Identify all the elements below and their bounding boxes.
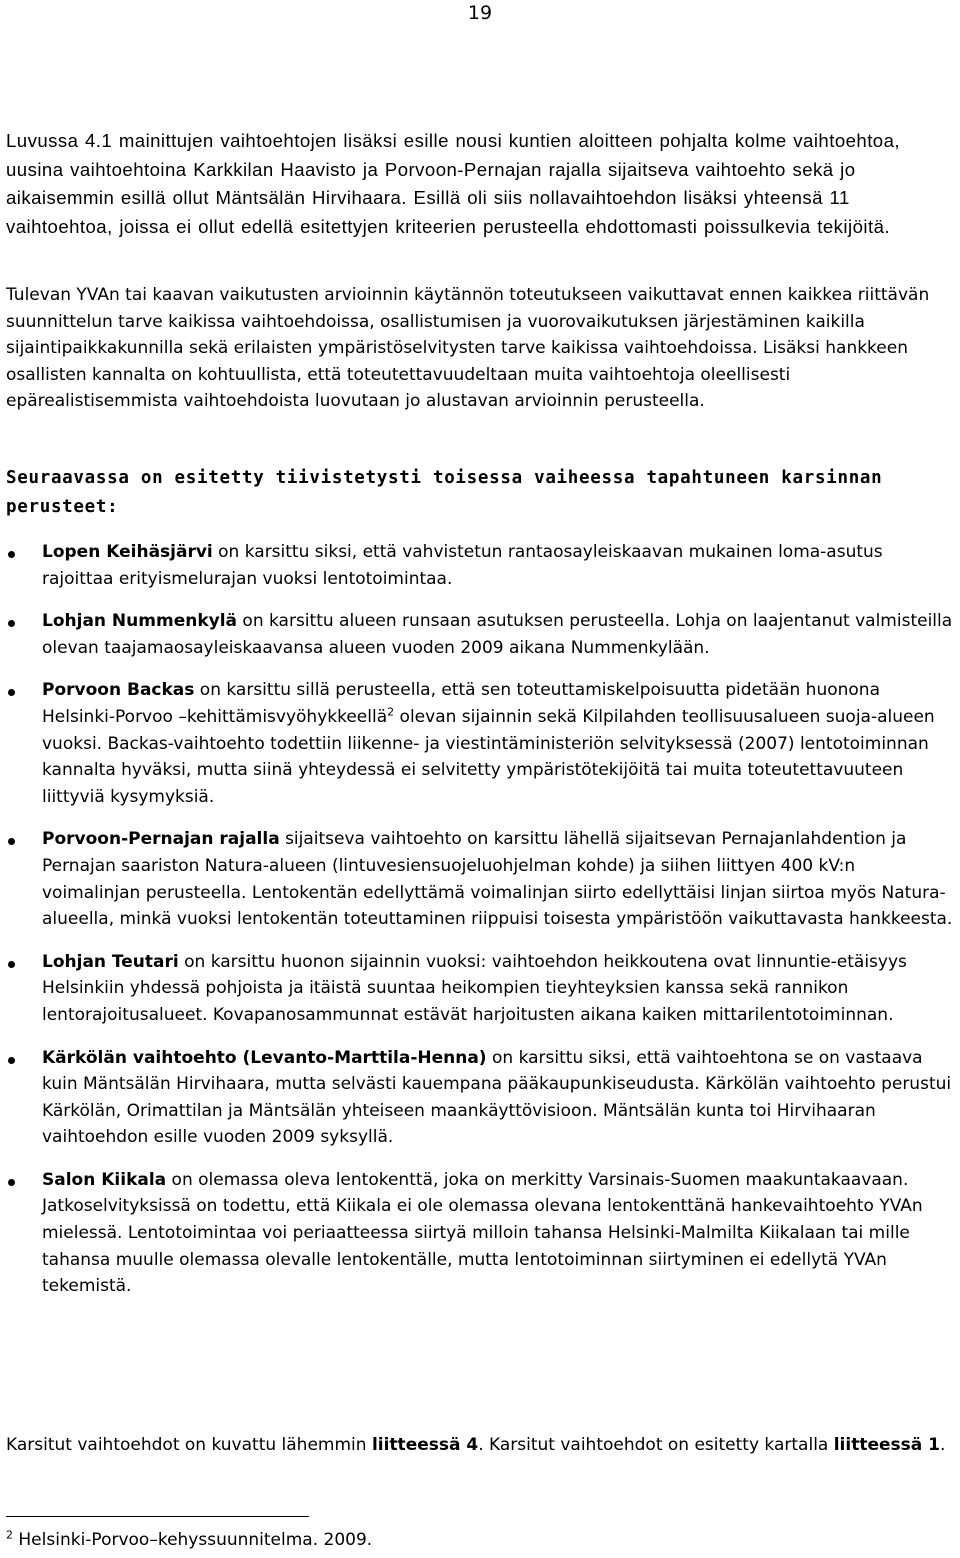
list-item-text: on karsittu huonon sijainnin vuoksi: vaihtoehdon heikkoutena ovat linnuntie-etäisyys Helsinkiin yhdessä pohjoista ja itäistä suuntaa heikompien tieyhteyksien kanssa sekä rannikon lentorajoitusalueet. Kovapanosammunnat estävät harjoitusten aikana kaiken mittarilentotoiminnan. xyxy=(42,951,907,1025)
footnote-reference: 2 xyxy=(387,705,395,719)
list-item-title: Porvoon-Pernajan rajalla xyxy=(42,829,280,850)
bullet-icon xyxy=(8,838,15,845)
list-item xyxy=(0,826,956,932)
list-item-text: on olemassa oleva lentokenttä, joka on merkitty Varsinais-Suomen maakuntakaavaan. Jatkoselvityksissä on todettu, että Kiikala ei ole olemassa olevana lentokenttänä hankevaihtoehto YVAn mielessä. Lentotoimintaa voi periaatteessa siirtyä milloin tahansa Helsinki-Malmilta Kiikalaan tai mille tahansa muulle olemassa olevalle lentokentälle, mutta lentotoiminnan siirtyminen ei edellytä YVAn tekemistä. xyxy=(42,1169,923,1297)
bullet-icon xyxy=(8,961,15,968)
bullet-icon xyxy=(8,1179,15,1186)
list-item-text: olevan sijainnin sekä Kilpilahden teollisuusalueen suoja-alueen vuoksi. Backas-vaihtoehto todettiin liikenne- ja viestintäministeriön selvityksessä (2007) lentotoiminnan kannalta hyväksi, mutta siinä yhteydessä ei selvitetty ympäristötekijöitä tai muita toteutettavuuteen liittyviä kysymyksiä. xyxy=(42,706,935,807)
list-item-text: sijaitseva vaihtoehto on karsittu lähellä sijaitsevan Pernajanlahdention ja Pernajan saariston Natura-alueen (lintuvesiensuojeluohjelman kohde) ja siihen liittyen 400 kV:n voimalinjan perusteella. Lentokentän edellyttämä voimalinjan siirto edellyttäisi linjan siirtoa myös Natura-alueella, minkä vuoksi lentokentän toteuttaminen riippuisi toisesta ympäristöön vaikuttavasta hankkeesta. xyxy=(42,829,953,930)
list-item-title: Lohjan Teutari xyxy=(42,951,179,972)
list-item xyxy=(0,1045,956,1151)
footnote-marker: 2 xyxy=(6,1528,13,1542)
list-item-title: Lopen Keihäsjärvi xyxy=(42,542,213,562)
assessment-paragraph: Tulevan YVAn tai kaavan vaikutusten arvioinnin käytännön toteutukseen vaikuttavat ennen kaikkea riittävän suunnittelun tarve kaikissa vaihtoehdoissa, osallistumisen ja vuorovaikutuksen järjestäminen kaikilla sijaintipaikkakunnilla sekä erilaisten ympäristöselvitysten tarve kaikissa vaihtoehdoissa. Lisäksi hankkeen osallisten kannalta on kohtuullista, että toteutettavuudeltaan muita vaihtoehtoja oleellisesti epärealistisemmista vaihtoehdoista luovutaan jo alustavan arvioinnin perusteella. xyxy=(6,285,930,412)
section-heading: Seuraavassa on esitetty tiivistetysti toisessa vaiheessa tapahtuneen karsinnan perusteet: xyxy=(6,468,883,517)
bullet-icon xyxy=(8,620,15,627)
list-item xyxy=(0,677,956,810)
list-item-text: on karsittu siksi, että vahvistetun rantaosayleiskaavan mukainen loma-asutus rajoittaa erityismelurajan vuoksi lentotoimintaa. xyxy=(42,542,883,589)
exclusion-list xyxy=(0,539,960,1300)
appendix-reference: liitteessä 1 xyxy=(833,1435,940,1455)
closing-paragraph xyxy=(6,1432,950,1459)
list-item xyxy=(0,539,956,592)
bullet-icon xyxy=(8,551,15,558)
list-item-title: Porvoon Backas xyxy=(42,680,195,701)
closing-text: . Karsitut vaihtoehdot on esitetty kartalla xyxy=(478,1435,834,1455)
list-item-text: on karsittu alueen runsaan asutuksen perusteella. Lohja on laajentanut valmisteilla olevan taajamaosayleiskaavansa alueen vuoden 2009 aikana Nummenkylään. xyxy=(42,611,953,658)
intro-paragraph: Luvussa 4.1 mainittujen vaihtoehtojen lisäksi esille nousi kuntien aloitteen pohjalta kolme vaihtoehtoa, uusina vaihtoehtoina Karkkilan Haavisto ja Porvoon-Pernajan rajalla sijaitseva vaihtoehto sekä jo aikaisemmin esillä ollut Mäntsälän Hirvihaara. Esillä oli siis nollavaihtoehdon lisäksi yhteensä 11 vaihtoehtoa, joissa ei ollut edellä esitettyjen kriteerien perusteella ehdottomasti poissulkevia tekijöitä. xyxy=(6,130,901,237)
list-item xyxy=(0,1167,956,1300)
list-item xyxy=(0,608,956,661)
appendix-reference: liitteessä 4 xyxy=(371,1435,479,1455)
page-number: 19 xyxy=(467,2,493,24)
footnote-text: Helsinki-Porvoo–kehyssuunnitelma. 2009. xyxy=(13,1530,373,1550)
closing-text: Karsitut vaihtoehdot on kuvattu lähemmin xyxy=(6,1435,372,1455)
list-item-text: on karsittu siksi, että vaihtoehtona se on vastaava kuin Mäntsälän Hirvihaara, mutta selvästi kauempana pääkaupunkiseudusta. Kärkölän vaihtoehto perustui Kärkölän, Orimattilan ja Mäntsälän yhteiseen maankäyttövisioon. Mäntsälän kunta toi Hirvihaaran vaihtoehdon esille vuoden 2009 syksyllä. xyxy=(42,1047,952,1148)
footnote-divider xyxy=(6,1516,309,1517)
closing-text: . xyxy=(939,1435,946,1455)
footnote xyxy=(6,1527,906,1553)
list-item-title: Salon Kiikala xyxy=(42,1169,167,1190)
list-item-text: on karsittu sillä perusteella, että sen toteuttamiskelpoisuutta pidetään huonona Helsinki-Porvoo –kehittämisvyöhykkeellä xyxy=(42,680,881,727)
list-item-title: Kärkölän vaihtoehto (Levanto-Marttila-Henna) xyxy=(42,1047,487,1068)
bullet-icon xyxy=(8,689,15,696)
list-item xyxy=(0,949,956,1029)
list-item-title: Lohjan Nummenkylä xyxy=(42,611,238,632)
bullet-icon xyxy=(8,1057,15,1064)
